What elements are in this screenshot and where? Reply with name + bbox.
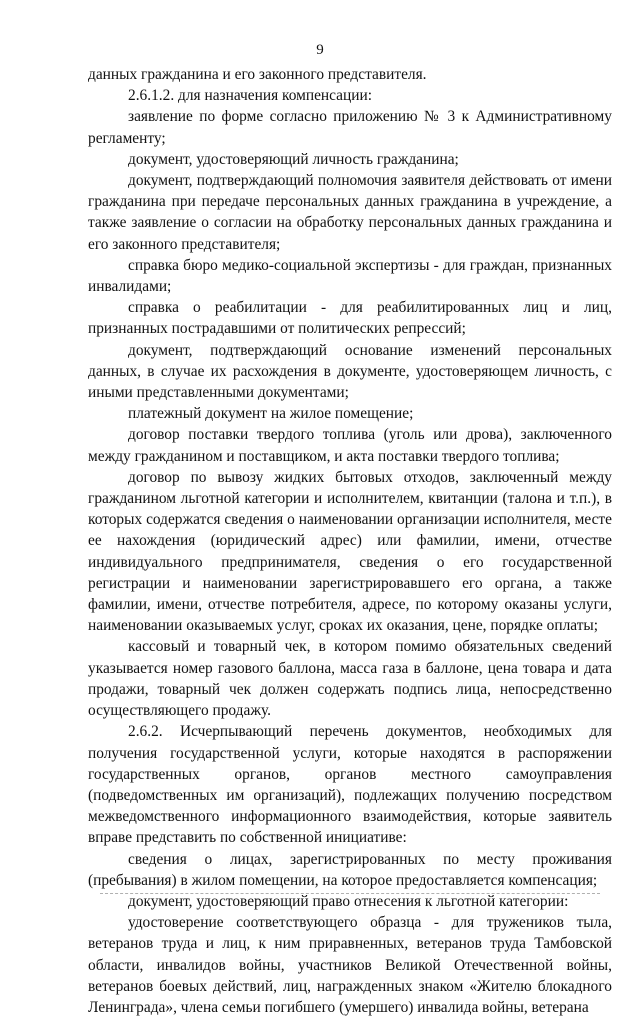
paragraph: договор по вывозу жидких бытовых отходов, заключенный между гражданином льготной категории и исполнителем, квитанции (талона и т.п.), в которых содержатся сведения о наименовании организации исполнителя, месте ее нахождения (юридический адрес) или фамилии, имени, отчестве индивидуального предпринимателя, сведения о его государственной регистрации и наименовании зарегистрировавшего его органа, а также фамилии, имени, отчестве потребителя, адресе, по которому оказаны услуги, наименовании оказываемых услуг, сроках их оказания, цене, порядке оплаты; — [88, 468, 612, 635]
paragraph: кассовый и товарный чек, в котором помимо обязательных сведений указывается номер газового баллона, масса газа в баллоне, цена товара и дата продажи, товарный чек должен содержать подпись лица, непосредственно осуществляющего продажу. — [88, 638, 612, 720]
paragraph: 2.6.2. Исчерпывающий перечень документов, необходимых для получения государственной услуги, которые находятся в распоряжении государственных органов, органов местного самоуправления (подведомственных им организаций), подлежащих получению посредством межведомственного информационного взаимодействия, которые заявитель вправе представить по собственной инициативе: — [88, 723, 612, 847]
page-number: 9 — [316, 42, 324, 58]
paragraph: документ, подтверждающий полномочия заявителя действовать от имени гражданина при передаче персональных данных гражданина в учреждение, а также заявление о согласии на обработку персональных данных гражданина и его законного представителя; — [88, 172, 612, 253]
paragraph: платежный документ на жилое помещение; — [128, 405, 414, 423]
scan-artifact-line — [100, 893, 600, 895]
paragraph: документ, удостоверяющий право отнесения к льготной категории: — [128, 892, 569, 910]
paragraph: справка о реабилитации - для реабилитированных лиц и лиц, признанных пострадавшими от политических репрессий; — [88, 299, 612, 338]
paragraph: заявление по форме согласно приложению № 3 к Административному регламенту; — [88, 108, 612, 147]
paragraph: данных гражданина и его законного представителя. — [88, 66, 427, 83]
paragraph: сведения о лицах, зарегистрированных по месту проживания (пребывания) в жилом помещении, на которое предоставляется компенсация; — [88, 850, 612, 889]
paragraph: документ, подтверждающий основание изменений персональных данных, в случае их расхождения в документе, удостоверяющем личность, с иными представленными документами; — [88, 341, 612, 402]
document-body — [88, 64, 612, 1018]
paragraph: договор поставки твердого топлива (уголь или дрова), заключенного между гражданином и поставщиком, и акта поставки твердого топлива; — [88, 426, 612, 465]
paragraph: 2.6.1.2. для назначения компенсации: — [128, 87, 373, 105]
paragraph: удостоверение соответствующего образца - для тружеников тыла, ветеранов труда и лиц, к ним приравненных, ветеранов труда Тамбовской области, инвалидов войны, участников Великой Отечественной войны, ветеранов боевых действий, лиц, награжденных знаком «Жителю блокадного Ленинграда», члена семьи погибшего (умершего) инвалида войны, ветерана — [88, 914, 612, 1016]
paragraph: справка бюро медико-социальной экспертизы - для граждан, признанных инвалидами; — [88, 256, 612, 296]
paragraph: документ, удостоверяющий личность гражданина; — [128, 150, 459, 168]
